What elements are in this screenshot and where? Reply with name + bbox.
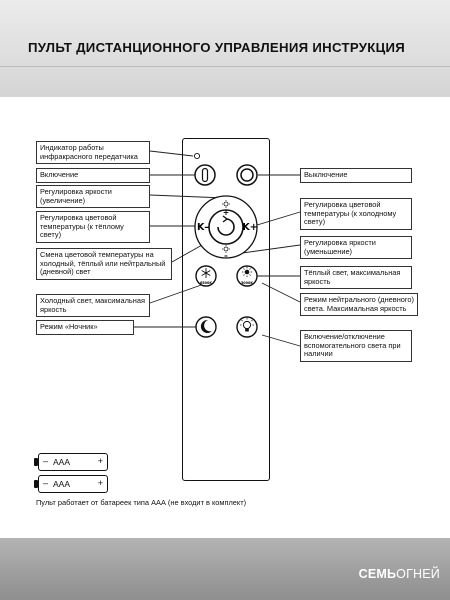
brand-logo: [359, 567, 440, 581]
page-title: ПУЛЬТ ДИСТАНЦИОННОГО УПРАВЛЕНИЯ ИНСТРУКЦИЯ: [28, 40, 406, 55]
battery-2: [38, 475, 108, 493]
leader-cold-max: [150, 283, 207, 303]
warm-max-button[interactable]: [237, 266, 257, 286]
battery-1-plus: +: [97, 456, 103, 466]
cold-badge: 6500K: [199, 281, 213, 285]
battery-2-terminal: [34, 480, 38, 488]
battery-2-plus: +: [97, 478, 103, 488]
brightness-up-plus: +: [222, 208, 230, 217]
leader-neutral-max: [262, 283, 300, 302]
callout-aux-light: Включение/отключение вспомогательного света при наличии: [300, 330, 412, 362]
power-on-button[interactable]: [195, 165, 215, 185]
brand-regular: ОГНЕЙ: [396, 567, 440, 581]
brand-bold: СЕМЬ: [358, 567, 397, 581]
battery-2-minus: –: [43, 478, 49, 488]
cold-max-button[interactable]: [196, 266, 216, 286]
battery-1-label: AAA: [53, 457, 71, 467]
control-ring: [195, 196, 258, 260]
callout-warm-max: Тёплый свет, максимальная яркость: [300, 266, 412, 289]
callout-cold-max: Холодный свет, максимальная яркость: [36, 294, 150, 317]
callout-night-mode: Режим «Ночник»: [36, 320, 134, 335]
k-minus-label: K–: [196, 222, 210, 233]
callout-color-switch: Смена цветовой температуры на холодный, тёплый или нейтральный (дневной) свет: [36, 248, 172, 280]
battery-note: Пульт работает от батареек типа ААА (не входит в комплект): [36, 498, 247, 507]
night-mode-button[interactable]: [196, 317, 216, 337]
aux-light-button[interactable]: [237, 317, 257, 337]
power-off-button[interactable]: [237, 165, 257, 185]
ir-indicator-icon: [194, 153, 199, 158]
callout-color-temp-cold: Регулировка цветовой температуры (к холодному свету): [300, 198, 412, 230]
k-plus-label: K+: [242, 222, 258, 233]
battery-1-minus: –: [43, 456, 49, 466]
callout-brightness-down: Регулировка яркости (уменьшение): [300, 236, 412, 259]
leader-ir-indicator: [150, 151, 193, 156]
battery-1: [38, 453, 108, 471]
callout-brightness-up: Регулировка яркости (увеличение): [36, 185, 150, 208]
warm-badge: 3000K: [240, 281, 254, 285]
callout-power-off: Выключение: [300, 168, 412, 183]
battery-2-label: AAA: [53, 479, 71, 489]
callout-neutral-max: Режим нейтрального (дневного) света. Максимальная яркость: [300, 293, 418, 316]
leader-color-temp-cold: [254, 212, 300, 226]
callout-ir-indicator: Индикатор работы инфракрасного передатчика: [36, 141, 150, 164]
brightness-down-minus: –: [224, 251, 228, 260]
battery-1-terminal: [34, 458, 38, 466]
callout-power-on: Включение: [36, 168, 150, 183]
leader-aux-light: [262, 335, 300, 346]
leader-brightness-up: [150, 195, 225, 198]
callout-color-temp-warm: Регулировка цветовой температуры (к тёплому свету): [36, 211, 150, 243]
